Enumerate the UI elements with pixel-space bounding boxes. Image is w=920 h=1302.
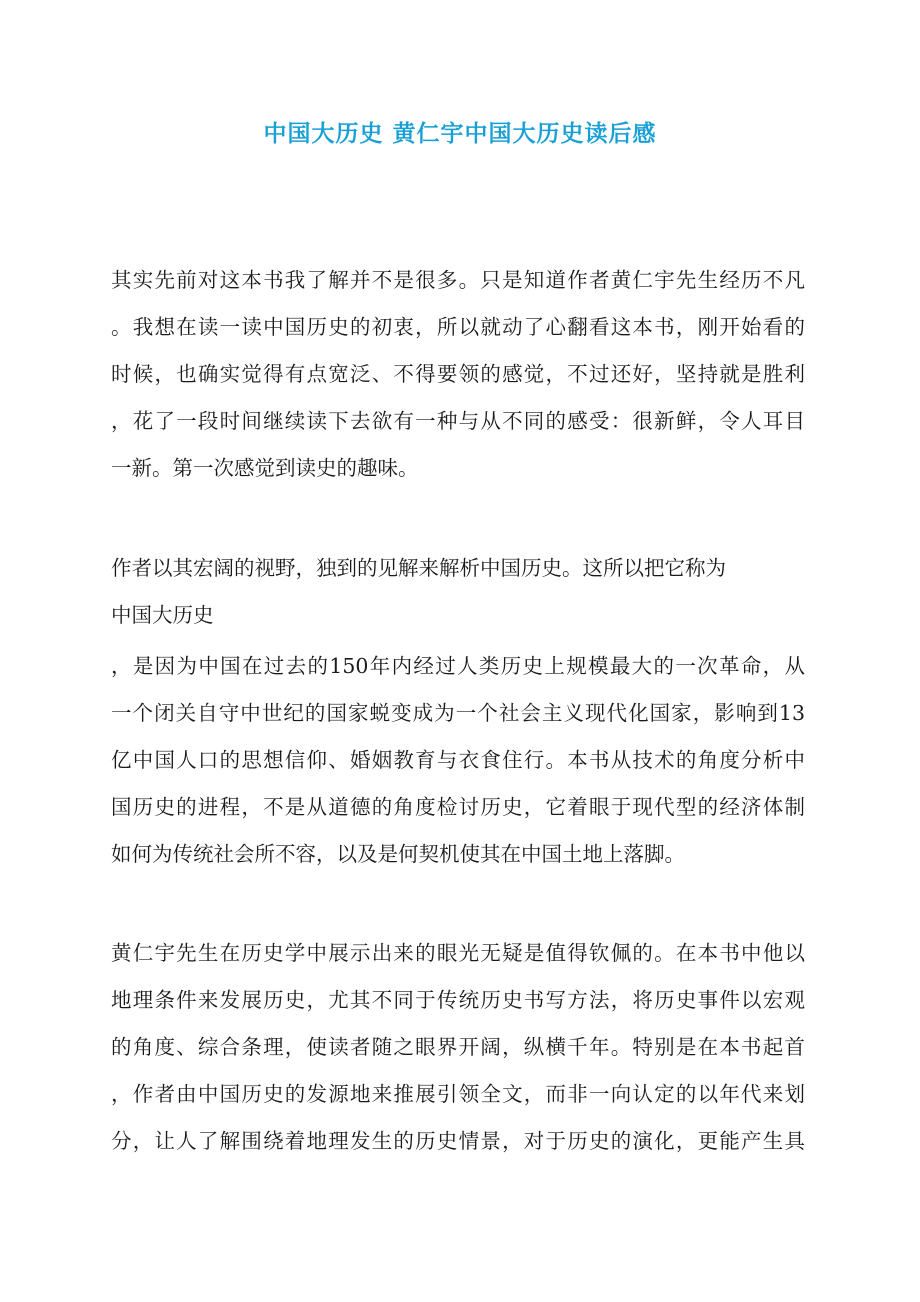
- paragraph-2-line-2: 中国大历史: [111, 603, 214, 627]
- paragraph-1-line-1: 其实先前对这本书我了解并不是很多。只是知道作者黄仁宇先生经历不凡: [111, 268, 805, 292]
- paragraph-3-line-5: 分，让人了解围绕着地理发生的历史情景，对于历史的演化，更能产生具: [111, 1129, 805, 1153]
- paragraph-3-line-3: 的角度、综合条理，使读者随之眼界开阔，纵横千年。特别是在本书起首: [111, 1035, 805, 1059]
- paragraph-3-line-1: 黄仁宇先生在历史学中展示出来的眼光无疑是值得钦佩的。在本书中他以: [111, 941, 805, 965]
- paragraph-2-line-1: 作者以其宏阔的视野，独到的见解来解析中国历史。这所以把它称为: [111, 556, 726, 580]
- paragraph-2-line-5: 亿中国人口的思想信仰、婚姻教育与衣食住行。本书从技术的角度分析中: [111, 748, 805, 772]
- paragraph-2-line-6: 国历史的进程，不是从道德的角度检讨历史，它着眼于现代型的经济体制: [111, 795, 805, 819]
- paragraph-3-line-2: 地理条件来发展历史，尤其不同于传统历史书写方法，将历史事件以宏观: [111, 988, 805, 1012]
- paragraph-1-line-2: 。我想在读一读中国历史的初衷，所以就动了心翻看这本书，刚开始看的: [111, 315, 805, 339]
- paragraph-2-line-3: ，是因为中国在过去的150年内经过人类历史上规模最大的一次革命，从: [111, 654, 805, 678]
- paragraph-1-line-5: 一新。第一次感觉到读史的趣味。: [111, 456, 419, 480]
- paragraph-1-line-3: 时候，也确实觉得有点宽泛、不得要领的感觉，不过还好，坚持就是胜利: [111, 362, 805, 386]
- paragraph-3-line-4: ，作者由中国历史的发源地来推展引领全文，而非一向认定的以年代来划: [111, 1082, 805, 1106]
- paragraph-1-line-4: ，花了一段时间继续读下去欲有一种与从不同的感受：很新鲜，令人耳目: [111, 409, 805, 433]
- document-title: 中国大历史 黄仁宇中国大历史读后感: [263, 120, 657, 147]
- paragraph-2-line-4: 一个闭关自守中世纪的国家蜕变成为一个社会主义现代化国家，影响到13: [111, 701, 805, 725]
- paragraph-2-line-7: 如何为传统社会所不容，以及是何契机使其在中国土地上落脚。: [111, 842, 685, 866]
